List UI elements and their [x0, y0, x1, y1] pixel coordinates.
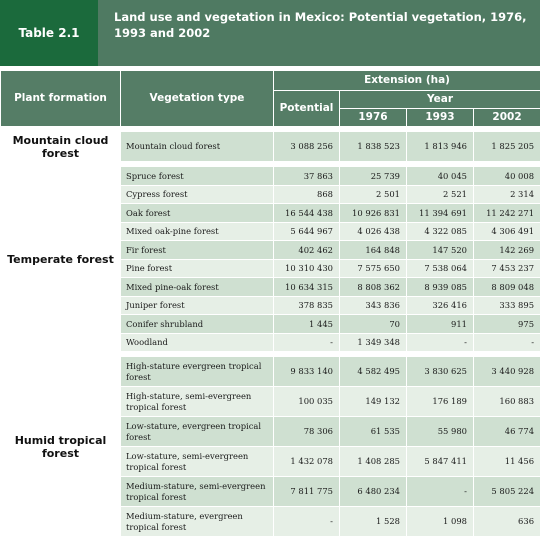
y2002-cell: 2 314 — [474, 185, 540, 204]
y1993-cell: 1 098 — [407, 507, 474, 537]
vegetation-type-cell: Medium-stature, semi-evergreen tropical forest — [121, 477, 274, 507]
y1993-cell: 40 045 — [407, 167, 474, 186]
vegetation-type-cell: High-stature evergreen tropical forest — [121, 357, 274, 387]
y1993-cell: 4 322 085 — [407, 222, 474, 241]
y1976-cell: 8 808 362 — [340, 278, 407, 297]
y1993-cell: 176 189 — [407, 387, 474, 417]
vegetation-type-cell: Juniper forest — [121, 296, 274, 315]
y2002-cell: 8 809 048 — [474, 278, 540, 297]
y1993-cell: 911 — [407, 315, 474, 334]
y2002-cell: 11 456 — [474, 447, 540, 477]
potential-cell: 37 863 — [274, 167, 340, 186]
y1976-cell: 1 528 — [340, 507, 407, 537]
y1993-cell: 55 980 — [407, 417, 474, 447]
potential-cell: 5 644 967 — [274, 222, 340, 241]
potential-cell: 100 035 — [274, 387, 340, 417]
vegetation-type-cell: Cypress forest — [121, 185, 274, 204]
vegetation-type-cell: Mixed pine-oak forest — [121, 278, 274, 297]
y1976-cell: 25 739 — [340, 167, 407, 186]
table-row — [1, 357, 540, 387]
col-vegetation-type: Vegetation type — [121, 71, 274, 127]
group-mountain-cloud-forest: Mountain cloud forest — [1, 132, 121, 162]
y1976-cell: 1 838 523 — [340, 132, 407, 162]
col-1993: 1993 — [407, 109, 474, 127]
vegetation-type-cell: Pine forest — [121, 259, 274, 278]
vegetation-type-cell: Medium-stature, evergreen tropical forest — [121, 507, 274, 537]
col-2002: 2002 — [474, 109, 540, 127]
y1993-cell: 7 538 064 — [407, 259, 474, 278]
y1976-cell: 61 535 — [340, 417, 407, 447]
potential-cell: - — [274, 333, 340, 352]
potential-cell: 3 088 256 — [274, 132, 340, 162]
y1976-cell: 7 575 650 — [340, 259, 407, 278]
y2002-cell: 7 453 237 — [474, 259, 540, 278]
y1976-cell: 4 026 438 — [340, 222, 407, 241]
potential-cell: 868 — [274, 185, 340, 204]
y2002-cell: 4 306 491 — [474, 222, 540, 241]
col-extension: Extension (ha) — [274, 71, 540, 91]
potential-cell: - — [274, 507, 340, 537]
y1976-cell: 10 926 831 — [340, 204, 407, 223]
y2002-cell: 40 008 — [474, 167, 540, 186]
y2002-cell: 333 895 — [474, 296, 540, 315]
y1976-cell: 2 501 — [340, 185, 407, 204]
potential-cell: 7 811 775 — [274, 477, 340, 507]
y2002-cell: 5 805 224 — [474, 477, 540, 507]
vegetation-type-cell: Spruce forest — [121, 167, 274, 186]
table-header-band — [0, 0, 540, 66]
potential-cell: 9 833 140 — [274, 357, 340, 387]
potential-cell: 402 462 — [274, 241, 340, 260]
potential-cell: 378 835 — [274, 296, 340, 315]
table-label: Table 2.1 — [0, 0, 98, 66]
vegetation-type-cell: Mountain cloud forest — [121, 132, 274, 162]
potential-cell: 1 445 — [274, 315, 340, 334]
y1993-cell: 11 394 691 — [407, 204, 474, 223]
group-temperate-forest: Temperate forest — [1, 167, 121, 352]
vegetation-type-cell: Low-stature, evergreen tropical forest — [121, 417, 274, 447]
y1993-cell: - — [407, 333, 474, 352]
y2002-cell: - — [474, 333, 540, 352]
y1976-cell: 70 — [340, 315, 407, 334]
y1993-cell: 5 847 411 — [407, 447, 474, 477]
y1993-cell: 2 521 — [407, 185, 474, 204]
y2002-cell: 975 — [474, 315, 540, 334]
col-potential: Potential — [274, 91, 340, 127]
y2002-cell: 160 883 — [474, 387, 540, 417]
vegetation-type-cell: Low-stature, semi-evergreen tropical forest — [121, 447, 274, 477]
y1993-cell: - — [407, 477, 474, 507]
y1993-cell: 3 830 625 — [407, 357, 474, 387]
vegetation-type-cell: Mixed oak-pine forest — [121, 222, 274, 241]
y1993-cell: 8 939 085 — [407, 278, 474, 297]
potential-cell: 16 544 438 — [274, 204, 340, 223]
y1976-cell: 4 582 495 — [340, 357, 407, 387]
table-row — [1, 132, 540, 162]
y2002-cell: 142 269 — [474, 241, 540, 260]
y1976-cell: 1 349 348 — [340, 333, 407, 352]
vegetation-type-cell: Conifer shrubland — [121, 315, 274, 334]
y1993-cell: 147 520 — [407, 241, 474, 260]
potential-cell: 1 432 078 — [274, 447, 340, 477]
vegetation-type-cell: Woodland — [121, 333, 274, 352]
y2002-cell: 46 774 — [474, 417, 540, 447]
potential-cell: 78 306 — [274, 417, 340, 447]
potential-cell: 10 634 315 — [274, 278, 340, 297]
potential-cell: 10 310 430 — [274, 259, 340, 278]
y1993-cell: 326 416 — [407, 296, 474, 315]
table-title: Land use and vegetation in Mexico: Potential vegetation, 1976, 1993 and 2002 — [98, 0, 540, 66]
vegetation-type-cell: Oak forest — [121, 204, 274, 223]
y2002-cell: 11 242 271 — [474, 204, 540, 223]
y1976-cell: 149 132 — [340, 387, 407, 417]
y2002-cell: 1 825 205 — [474, 132, 540, 162]
y2002-cell: 636 — [474, 507, 540, 537]
col-plant-formation: Plant formation — [1, 71, 121, 127]
y1993-cell: 1 813 946 — [407, 132, 474, 162]
y2002-cell: 3 440 928 — [474, 357, 540, 387]
vegetation-table — [0, 70, 540, 537]
vegetation-type-cell: Fir forest — [121, 241, 274, 260]
y1976-cell: 343 836 — [340, 296, 407, 315]
y1976-cell: 1 408 285 — [340, 447, 407, 477]
y1976-cell: 164 848 — [340, 241, 407, 260]
col-year: Year — [340, 91, 540, 109]
group-humid-tropical-forest: Humid tropical forest — [1, 357, 121, 537]
table-row — [1, 167, 540, 186]
col-1976: 1976 — [340, 109, 407, 127]
vegetation-type-cell: High-stature, semi-evergreen tropical forest — [121, 387, 274, 417]
y1976-cell: 6 480 234 — [340, 477, 407, 507]
